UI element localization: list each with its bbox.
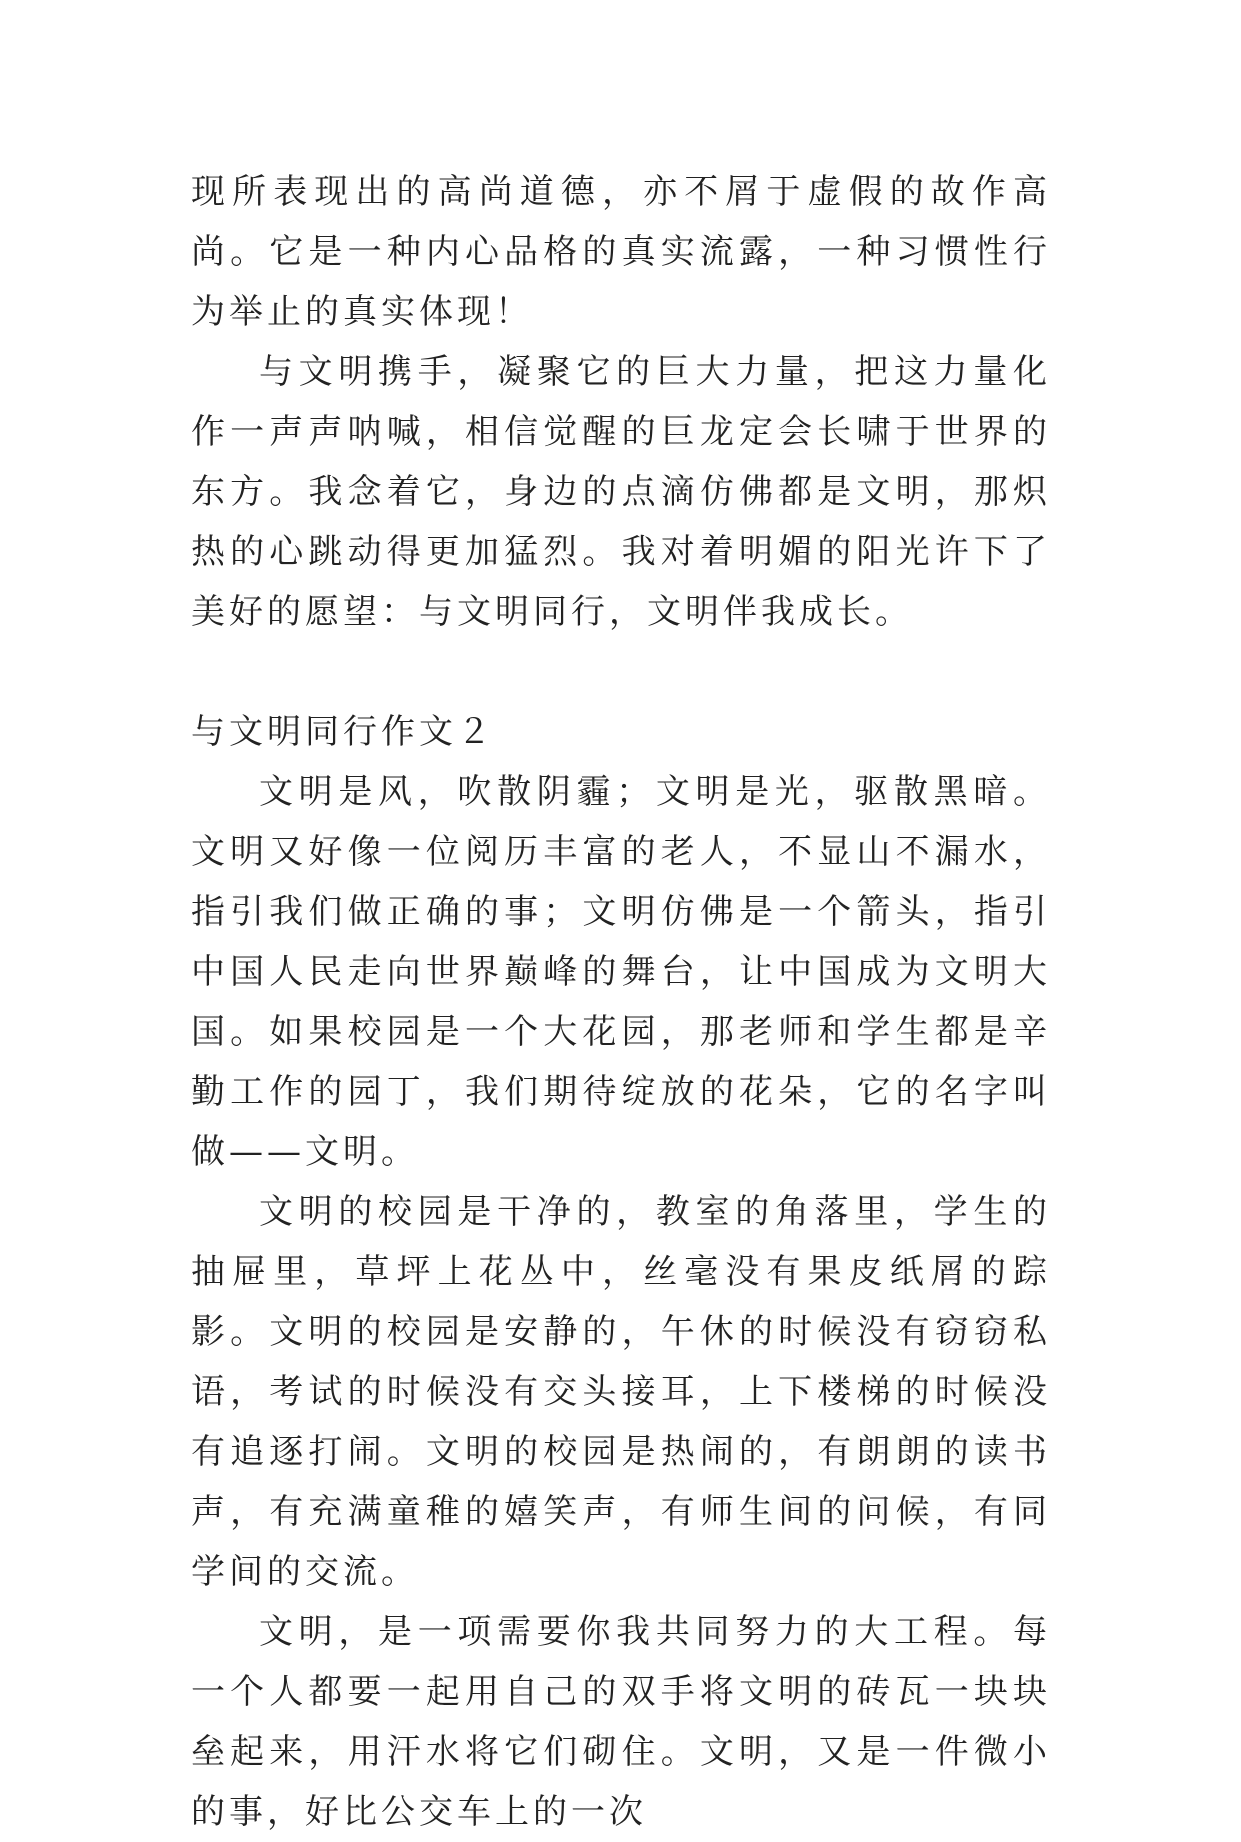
paragraph: 文明，是一项需要你我共同努力的大工程。每一个人都要一起用自己的双手将文明的砖瓦一块块垒起来，用汗水将它们砌住。文明，又是一件微小的事，好比公交车上的一次 (191, 1612, 1051, 1832)
paragraph: 文明的校园是干净的，教室的角落里，学生的抽屉里，草坪上花丛中，丝毫没有果皮纸屑的踪影。文明的校园是安静的，午休的时候没有窃窃私语，考试的时候没有交头接耳，上下楼梯的时候没有追逐打闹。文明的校园是热闹的，有朗朗的读书声，有充满童稚的嬉笑声，有师生间的问候，有同学间的交流。 (191, 1192, 1051, 1592)
paragraph: 文明是风，吹散阴霾；文明是光，驱散黑暗。文明又好像一位阅历丰富的老人，不显山不漏水，指引我们做正确的事；文明仿佛是一个箭头，指引中国人民走向世界巅峰的舞台，让中国成为文明大国。如果校园是一个大花园，那老师和学生都是辛勤工作的园丁，我们期待绽放的花朵，它的名字叫做——文明。 (191, 772, 1051, 1172)
paragraph-continued: 现所表现出的高尚道德，亦不屑于虚假的故作高尚。它是一种内心品格的真实流露，一种习惯性行为举止的真实体现！ (191, 172, 1051, 332)
document-body (191, 162, 1051, 1842)
section-heading: 与文明同行作文２ (191, 712, 495, 752)
paragraph: 与文明携手，凝聚它的巨大力量，把这力量化作一声声呐喊，相信觉醒的巨龙定会长啸于世界的东方。我念着它，身边的点滴仿佛都是文明，那炽热的心跳动得更加猛烈。我对着明媚的阳光许下了美好的愿望：与文明同行，文明伴我成长。 (191, 352, 1051, 632)
